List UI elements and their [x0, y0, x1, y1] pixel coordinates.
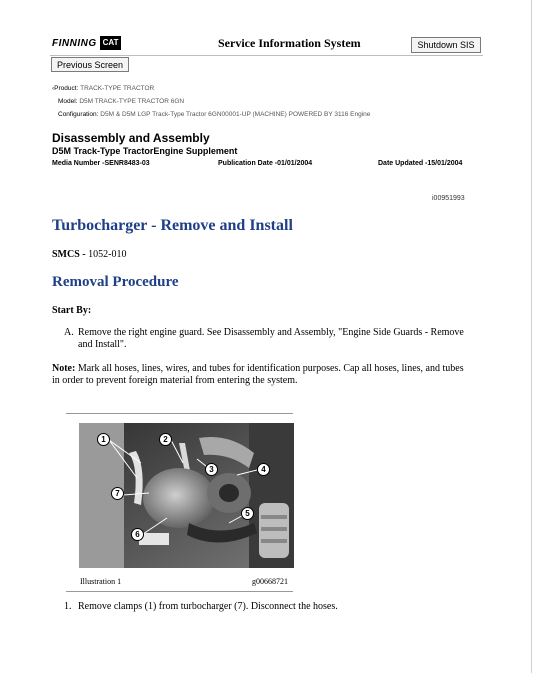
finning-cat-logo: [52, 34, 136, 52]
illustration-id: g00668721: [252, 577, 288, 586]
note-paragraph: Note: Mark all hoses, lines, wires, and tubes for identification purposes. Cap all hoses, lines, and tubes in order to prevent foreign material from entering the system.: [52, 363, 464, 386]
callout-5: 5: [241, 507, 254, 520]
breadcrumb-model: Model: D5M TRACK-TYPE TRACTOR 6GN: [58, 98, 185, 105]
page-title: Turbocharger - Remove and Install: [52, 217, 293, 234]
turbocharger-photo: [79, 423, 294, 568]
shutdown-sis-button[interactable]: Shutdown SIS: [411, 37, 481, 53]
callout-1: 1: [97, 433, 110, 446]
product-value[interactable]: TRACK-TYPE TRACTOR: [80, 85, 155, 92]
breadcrumb-configuration: Configuration: D5M & D5M LGP Track-Type Tractor 6GN00001-UP (MACHINE) POWERED BY 3116 Engine: [58, 111, 371, 118]
media-number: Media Number -SENR8483-03: [52, 160, 150, 167]
callout-6: 6: [131, 528, 144, 541]
step-a-marker: A.: [64, 327, 74, 338]
section-title: Disassembly and Assembly: [52, 131, 210, 145]
illustration-bottom-rule: [66, 591, 293, 592]
cat-mark: CAT: [100, 36, 122, 50]
start-by-label: Start By:: [52, 305, 92, 316]
breadcrumb-product: ‹Product: TRACK-TYPE TRACTOR: [52, 85, 155, 92]
previous-screen-button[interactable]: Previous Screen: [51, 57, 129, 72]
configuration-value: D5M & D5M LGP Track-Type Tractor 6GN00001-UP (MACHINE) POWERED BY 3116 Engine: [100, 111, 371, 118]
illustration-caption: Illustration 1: [80, 577, 122, 586]
back-arrow-icon[interactable]: ‹: [52, 85, 55, 92]
step-1-text: Remove clamps (1) from turbocharger (7). Disconnect the hoses.: [78, 601, 338, 612]
removal-procedure-heading: Removal Procedure: [52, 274, 179, 290]
smcs-code: SMCS - 1052-010: [52, 249, 127, 260]
system-title: Service Information System: [218, 36, 361, 50]
step-1-marker: 1.: [64, 601, 72, 612]
callout-7: 7: [111, 487, 124, 500]
callout-4: 4: [257, 463, 270, 476]
model-value[interactable]: D5M TRACK-TYPE TRACTOR 6GN: [79, 98, 185, 105]
right-edge-border: [531, 0, 532, 673]
date-updated: Date Updated -15/01/2004: [378, 160, 463, 167]
finning-wordmark: FINNING: [52, 37, 97, 49]
document-subtitle: D5M Track-Type TractorEngine Supplement: [52, 146, 238, 156]
callout-2: 2: [159, 433, 172, 446]
header-divider: [50, 55, 483, 56]
publication-date: Publication Date -01/01/2004: [218, 160, 313, 167]
step-a-text: Remove the right engine guard. See Disassembly and Assembly, "Engine Side Guards - Remove and Install".: [78, 327, 464, 350]
illustration-frame: [66, 413, 293, 414]
callout-3: 3: [205, 463, 218, 476]
document-id: i00951993: [432, 195, 465, 202]
